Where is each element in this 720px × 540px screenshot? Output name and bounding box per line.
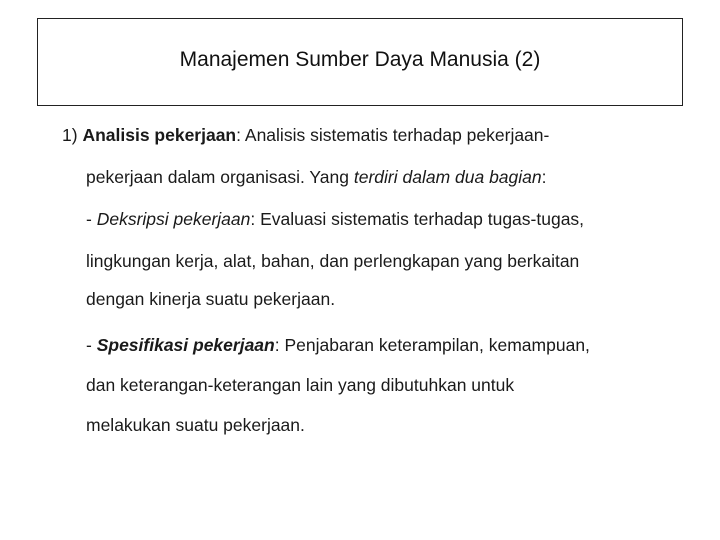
sub2-line2: dan keterangan-keterangan lain yang dibutuhkan untuk	[86, 375, 515, 395]
sub2-dash: -	[86, 335, 97, 355]
item1-term: Analisis pekerjaan	[82, 125, 237, 145]
item1-line1	[62, 124, 549, 146]
sub1-dash: -	[86, 209, 97, 229]
item1-definition-cont: pekerjaan dalam organisasi. Yang	[86, 167, 354, 187]
sub1-line2: lingkungan kerja, alat, bahan, dan perlengkapan yang berkaitan	[86, 251, 580, 271]
sub1-term: Deksripsi pekerjaan	[96, 209, 251, 229]
item1-intro-italic: terdiri dalam dua bagian	[353, 167, 542, 187]
item1-intro-colon: :	[541, 167, 547, 187]
sub1-line1-rest: : Evaluasi sistematis terhadap tugas-tugas,	[250, 209, 585, 229]
item1-line2	[86, 166, 547, 188]
sub2-line1	[86, 334, 590, 356]
item1-number: 1)	[62, 125, 83, 145]
sub2-line3: melakukan suatu pekerjaan.	[86, 415, 305, 435]
sub2-term: Spesifikasi pekerjaan	[96, 335, 275, 355]
title-box	[37, 18, 683, 106]
sub1-line1	[86, 208, 584, 230]
slide-title: Manajemen Sumber Daya Manusia (2)	[179, 48, 541, 71]
sub1-line3: dengan kinerja suatu pekerjaan.	[86, 289, 336, 309]
sub2-line1-rest: : Penjabaran keterampilan, kemampuan,	[274, 335, 590, 355]
item1-definition-start: : Analisis sistematis terhadap pekerjaan-	[236, 125, 550, 145]
